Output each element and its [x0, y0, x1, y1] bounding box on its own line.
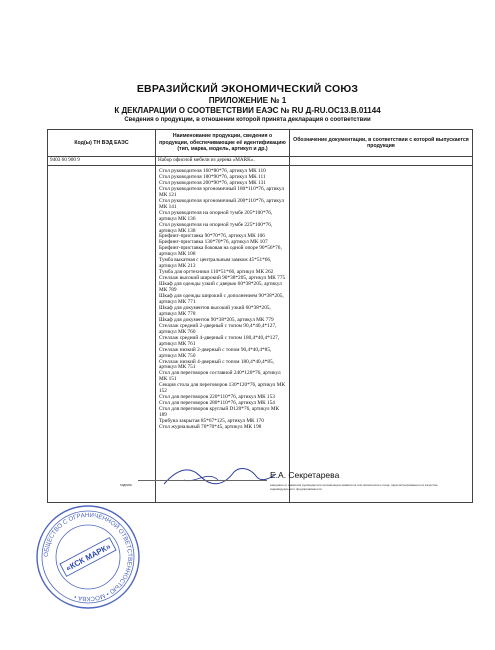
list-item: Тумба для оргтехники 110*51*66, артикул МК 262	[159, 269, 274, 276]
column-header-doc: Обозначение документации, в соответствии с которой выпускается продукция	[290, 130, 473, 157]
handwritten-signature	[160, 462, 280, 492]
list-item: Стол для переговоров 280*110*76, артикул МК 154	[159, 400, 275, 407]
list-item: Стеллаж низкий 2-дверный с топом 90,4*40,4*85, артикул МК 750	[159, 346, 272, 359]
list-item: Стол руководителя на опорной тумбе 225*100*76, артикул МК 138	[159, 221, 273, 234]
empty-code-cell	[48, 166, 156, 503]
list-item: Трибуна закрытая 85*67*125, артикул МК 170	[159, 418, 264, 425]
list-item: Стол руководителя эргономичный 180*110*76, артикул МК 121	[159, 185, 284, 198]
union-title: ЕВРАЗИЙСКИЙ ЭКОНОМИЧЕСКИЙ СОЮЗ	[136, 83, 359, 95]
list-item: Стол для переговоров круглый D120*76, артикул МК 189	[159, 406, 280, 419]
svg-text:«КСК МАРК»: «КСК МАРК»	[64, 541, 113, 573]
list-item: Шкаф для одежды широкий с дополнением 90*38*205, артикул МК 771	[159, 293, 284, 305]
signature-caption: подпись	[120, 483, 133, 487]
list-item: Брифинг-приставка боковая на одной опоре 90*56*76, артикул МК 108	[159, 245, 282, 258]
signature-line	[138, 480, 267, 481]
declaration-subtitle: Сведения о продукции, в отношении которой принята декларация о соответствии	[124, 117, 371, 123]
table-header-row	[48, 130, 473, 157]
appendix-title: ПРИЛОЖЕНИЕ № 1	[208, 96, 287, 105]
list-item: Стол руководителя 160*80*76, артикул МК 110	[159, 168, 266, 174]
list-item: Стол руководителя эргономичный 200*110*76, артикул МК 141	[159, 197, 284, 210]
list-item: Стеллаж средний 4-дверный с топом 180,4*40,4*127, артикул МК 761	[159, 334, 280, 347]
products-table	[47, 129, 473, 503]
list-item: Шкаф для документов высокий узкий 60*38*205, артикул МК 778	[159, 304, 271, 317]
list-item: Стеллаж средний 2-дверный с топом 90,4*40,4*127, артикул МК 760	[159, 322, 277, 335]
table-row	[48, 157, 473, 166]
code-cell: 9403 60 900 9	[48, 157, 156, 166]
list-item: Стол для переговоров 220*110*76, артикул МК 153	[159, 394, 275, 401]
list-item: Секция стола для переговоров 130*120*76, артикул МК 152	[159, 382, 285, 395]
signer-note: инициалы и фамилия руководителя организации-заявителя или физического лица, зарегистрированного в качестве индивидуального предпринимателя	[270, 483, 438, 491]
list-item: Стол руководителя 200*90*76, артикул МК 131	[159, 179, 266, 186]
list-item: Тумба выкатная с центральным замком 45*51*66, артикул МК 213	[159, 257, 272, 270]
list-item: Стеллаж высокий широкий 90*38*205, артикул МК 775	[159, 275, 286, 282]
table-row	[48, 166, 473, 503]
company-stamp	[34, 503, 142, 611]
list-item: Стол руководителя на опорной тумбе 205*100*76, артикул МК 136	[159, 209, 273, 222]
product-set-cell: Набор офисной мебели из дерева «MARK».	[156, 157, 290, 166]
list-item: Стол для переговоров составной 240*120*76, артикул МК 151	[159, 370, 281, 383]
list-item: Стол журнальный 70*70*45, артикул МК 198	[159, 423, 262, 430]
list-item: Брифинг-приставка 90*70*76, артикул МК 106	[159, 233, 265, 240]
list-item: Брифинг-приставка 130*70*76, артикул МК 107	[159, 239, 268, 246]
list-item: Стеллаж низкий 4-дверный с топом 180,4*40,4*85, артикул МК 751	[159, 358, 274, 371]
column-header-code: Код(ы) ТН ВЭД ЕАЭС	[48, 130, 156, 157]
list-item: Стол руководителя 180*90*76, артикул МК 111	[159, 173, 266, 180]
svg-text:ОБЩЕСТВО С ОГРАНИЧЕННОЙ ОТВЕТС: ОБЩЕСТВО С ОГРАНИЧЕННОЙ ОТВЕТСТВЕННОСТЬЮ • МОСКВА •	[42, 511, 134, 603]
items-cell	[156, 166, 290, 503]
list-item: Шкаф для одежды узкий с дверью 60*38*205, артикул МК 789	[159, 281, 282, 294]
doc-cell	[290, 157, 473, 166]
empty-doc-cell	[290, 166, 473, 503]
declaration-title: К ДЕКЛАРАЦИИ О СООТВЕТСТВИИ ЕАЭС № RU Д-RU.ОС13.В.01144	[114, 106, 381, 115]
column-header-name: Наименование продукции, сведения о продукции, обеспечивающие её идентификацию (тип, марка, модель, артикул и др.)	[156, 130, 290, 157]
signer-name: Е.А. Секретарева	[270, 470, 340, 480]
list-item: Шкаф для документов 90*38*205, артикул МК 779	[159, 316, 274, 323]
